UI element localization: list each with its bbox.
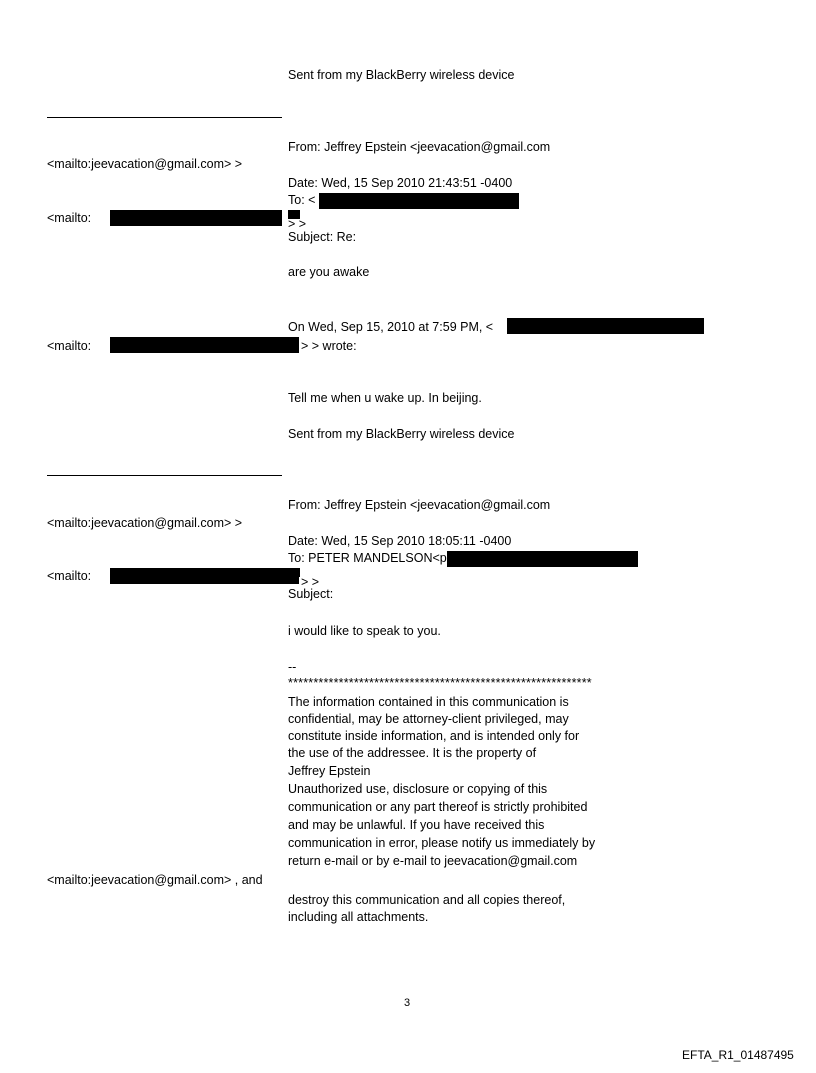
- to-mailto: <mailto:: [47, 211, 92, 225]
- bates-number: EFTA_R1_01487495: [682, 1048, 794, 1062]
- subject-line: Subject:: [288, 587, 334, 601]
- to-close: > >: [288, 217, 307, 231]
- redaction-box: [507, 318, 704, 334]
- redaction-box: [288, 568, 300, 577]
- page-number: 3: [404, 997, 411, 1009]
- disclaimer-line: The information contained in this communication is: [288, 695, 569, 709]
- to-line: To: <: [288, 193, 316, 207]
- quote-wrote: > > wrote:: [301, 339, 357, 353]
- redaction-box: [319, 193, 519, 209]
- disclaimer-line: the use of the addressee. It is the property of: [288, 746, 537, 760]
- to-mailto: <mailto:: [47, 569, 92, 583]
- from-line: From: Jeffrey Epstein <jeevacation@gmail.com: [288, 140, 551, 154]
- quoted-body: Tell me when u wake up. In beijing.: [288, 391, 482, 405]
- redaction-box: [110, 337, 299, 353]
- date-line: Date: Wed, 15 Sep 2010 21:43:51 -0400: [288, 176, 513, 190]
- disclaimer-line: including all attachments.: [288, 910, 429, 924]
- disclaimer-line: communication in error, please notify us immediately by: [288, 836, 596, 850]
- redaction-box: [447, 551, 638, 567]
- disclaimer-line: return e-mail or by e-mail to jeevacation@gmail.com: [288, 854, 578, 868]
- disclaimer-line: communication or any part thereof is strictly prohibited: [288, 800, 588, 814]
- message-body: are you awake: [288, 265, 370, 279]
- from-mailto: <mailto:jeevacation@gmail.com> >: [47, 157, 243, 171]
- date-line: Date: Wed, 15 Sep 2010 18:05:11 -0400: [288, 534, 512, 548]
- signature-line: Sent from my BlackBerry wireless device: [288, 68, 515, 82]
- to-close: > >: [301, 575, 320, 589]
- disclaimer-line: and may be unlawful. If you have received this: [288, 818, 545, 832]
- disclaimer-line: destroy this communication and all copies thereof,: [288, 893, 566, 907]
- separator-rule: [47, 117, 282, 118]
- asterisk-divider: ************************************************************: [288, 676, 592, 690]
- disclaimer-line: constitute inside information, and is intended only for: [288, 729, 580, 743]
- redaction-box: [110, 568, 299, 584]
- disclaimer-line: confidential, may be attorney-client privileged, may: [288, 712, 569, 726]
- message-body: i would like to speak to you.: [288, 624, 441, 638]
- disclaimer-line: Jeffrey Epstein: [288, 764, 371, 778]
- quote-mailto: <mailto:: [47, 339, 92, 353]
- signature-line: Sent from my BlackBerry wireless device: [288, 427, 515, 441]
- from-mailto: <mailto:jeevacation@gmail.com> >: [47, 516, 243, 530]
- separator-rule: [47, 475, 282, 476]
- redaction-box: [110, 210, 282, 226]
- quote-header: On Wed, Sep 15, 2010 at 7:59 PM, <: [288, 320, 494, 334]
- signature-dashes: --: [288, 660, 297, 674]
- subject-line: Subject: Re:: [288, 230, 357, 244]
- from-line: From: Jeffrey Epstein <jeevacation@gmail.com: [288, 498, 551, 512]
- disclaimer-mailto: <mailto:jeevacation@gmail.com> , and: [47, 873, 263, 887]
- to-line: To: PETER MANDELSON<p: [288, 551, 447, 565]
- disclaimer-line: Unauthorized use, disclosure or copying of this: [288, 782, 548, 796]
